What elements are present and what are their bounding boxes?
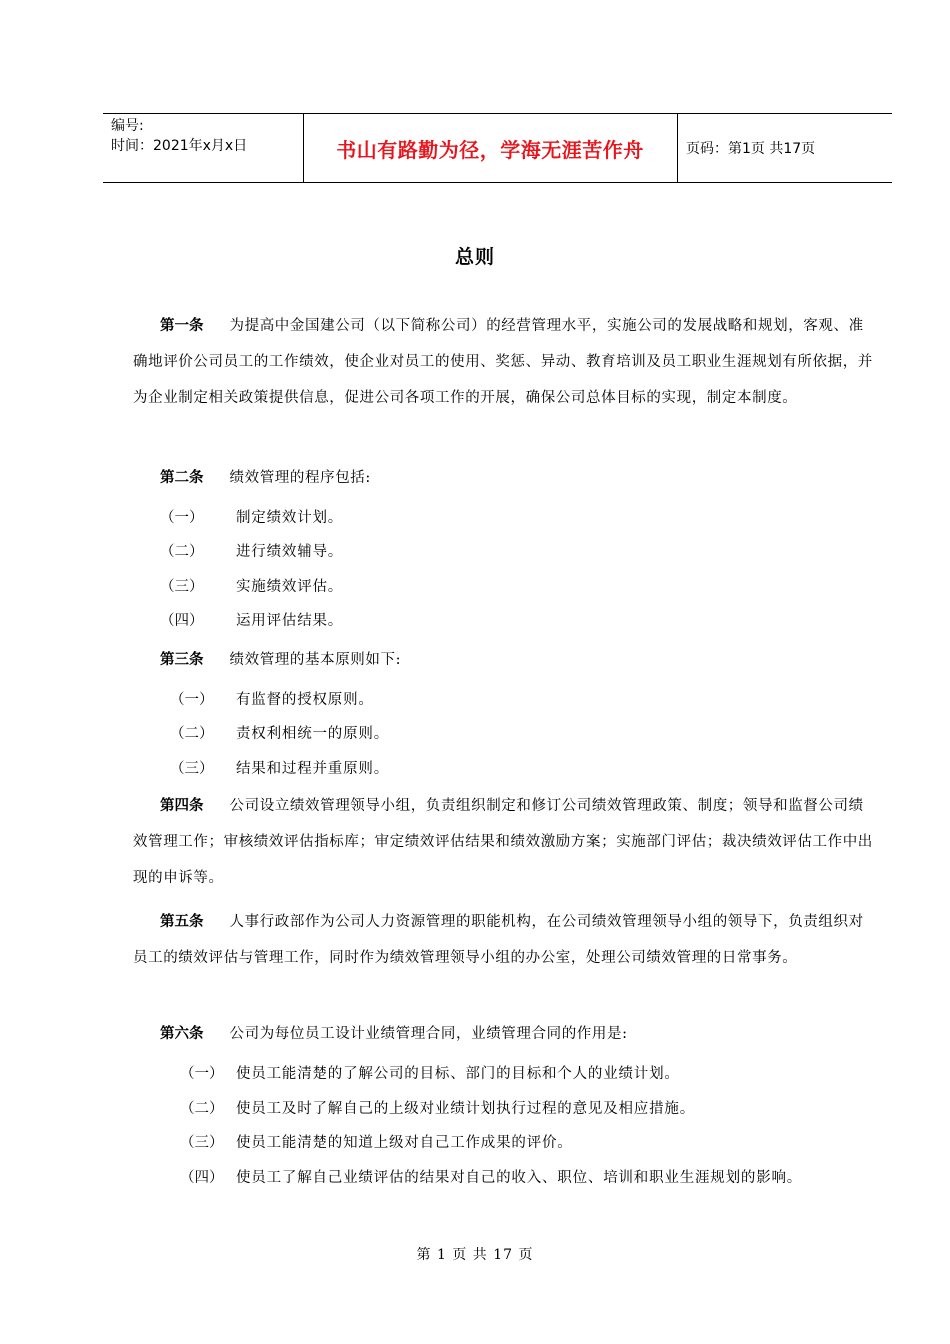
list-text: 实施绩效评估。 — [236, 579, 344, 595]
document-title: 总则 — [454, 246, 495, 268]
list-text: 结果和过程并重原则。 — [236, 761, 389, 777]
header-page-info: 页码：第1页 共17页 — [686, 141, 816, 157]
list-number: （四） — [180, 1170, 224, 1186]
article-label: 第一条 — [160, 318, 204, 334]
list-item — [160, 609, 343, 630]
list-number: （一） — [180, 1066, 224, 1082]
article-3 — [133, 642, 873, 678]
list-number: （一） — [170, 692, 214, 708]
time-label: 时间：2021年x月x日 — [111, 138, 248, 154]
article-5 — [133, 904, 873, 976]
article-text: 公司为每位员工设计业绩管理合同，业绩管理合同的作用是: — [229, 1026, 628, 1042]
article-label: 第五条 — [160, 914, 204, 930]
article-text: 公司设立绩效管理领导小组，负责组织制定和修订公司绩效管理政策、制度；领导和监督公司绩效管理工作；审核绩效评估指标库；审定绩效评估结果和绩效激励方案；实施部门评估；裁决绩效评估工作中出现的申诉等。 — [133, 798, 873, 886]
header-motto: 书山有路勤为径，学海无涯苦作舟 — [336, 138, 644, 162]
list-text: 使员工能清楚的了解公司的目标、部门的目标和个人的业绩计划。 — [236, 1066, 680, 1082]
article-label: 第二条 — [160, 470, 204, 486]
list-item — [180, 1166, 802, 1187]
article-text: 绩效管理的程序包括: — [229, 470, 371, 486]
number-label: 编号: — [111, 118, 144, 134]
list-item — [180, 1097, 695, 1118]
list-text: 使员工能清楚的知道上级对自己工作成果的评价。 — [236, 1135, 573, 1151]
article-label: 第三条 — [160, 652, 204, 668]
list-item — [170, 688, 374, 709]
article-4 — [133, 788, 873, 896]
article-text: 绩效管理的基本原则如下: — [229, 652, 402, 668]
list-number: （三） — [160, 579, 204, 595]
list-text: 责权利相统一的原则。 — [236, 726, 389, 742]
list-text: 进行绩效辅导。 — [236, 544, 344, 560]
list-text: 有监督的授权原则。 — [236, 692, 374, 708]
page-footer: 第 1 页 共 17 页 — [416, 1247, 534, 1263]
list-item — [160, 540, 343, 561]
list-text: 制定绩效计划。 — [236, 510, 344, 526]
list-number: （二） — [180, 1101, 224, 1117]
list-number: （二） — [170, 726, 214, 742]
article-label: 第六条 — [160, 1026, 204, 1042]
article-1 — [133, 308, 873, 416]
list-item — [160, 575, 343, 596]
article-text: 为提高中金国建公司（以下简称公司）的经营管理水平，实施公司的发展战略和规划，客观、准确地评价公司员工的工作绩效，使企业对员工的使用、奖惩、异动、教育培训及员工职业生涯规划有所依据，并为企业制定相关政策提供信息，促进公司各项工作的开展，确保公司总体目标的实现，制定本制度。 — [133, 318, 873, 406]
list-item — [180, 1131, 573, 1152]
list-number: （三） — [170, 761, 214, 777]
list-text: 使员工及时了解自己的上级对业绩计划执行过程的意见及相应措施。 — [236, 1101, 695, 1117]
article-label: 第四条 — [160, 798, 204, 814]
article-2 — [133, 460, 873, 496]
list-item — [170, 757, 389, 778]
list-text: 使员工了解自己业绩评估的结果对自己的收入、职位、培训和职业生涯规划的影响。 — [236, 1170, 803, 1186]
list-number: （三） — [180, 1135, 224, 1151]
header-divider — [677, 114, 678, 182]
list-number: （一） — [160, 510, 204, 526]
list-text: 运用评估结果。 — [236, 613, 344, 629]
list-item — [170, 722, 389, 743]
article-text: 人事行政部作为公司人力资源管理的职能机构，在公司绩效管理领导小组的领导下，负责组织对员工的绩效评估与管理工作，同时作为绩效管理领导小组的办公室，处理公司绩效管理的日常事务。 — [133, 914, 864, 966]
article-6 — [133, 1016, 873, 1052]
list-item — [160, 506, 343, 527]
list-number: （二） — [160, 544, 204, 560]
list-number: （四） — [160, 613, 204, 629]
page-header — [103, 113, 892, 183]
header-left-cell — [111, 116, 247, 156]
list-item — [180, 1062, 680, 1083]
